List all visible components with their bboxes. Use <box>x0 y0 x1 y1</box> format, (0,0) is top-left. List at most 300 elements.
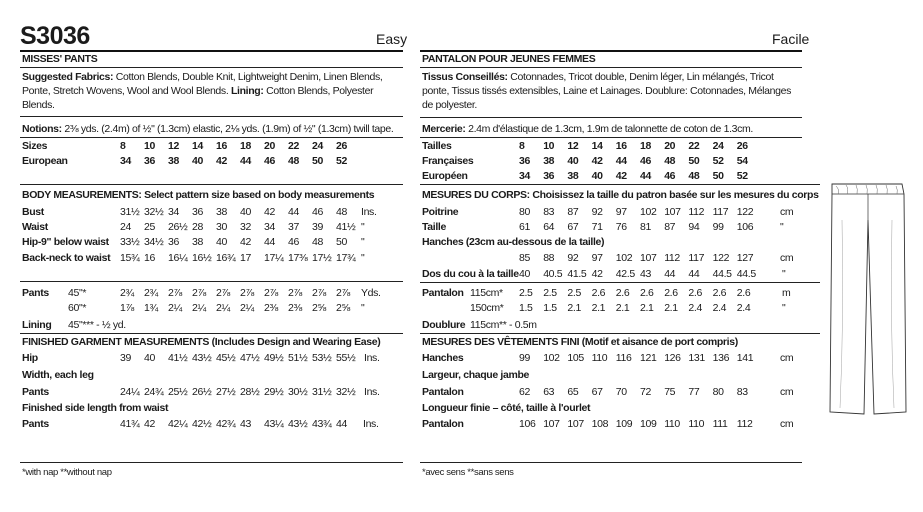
yardage-value: 2.4 <box>736 302 751 314</box>
body-value: 15¾ <box>120 252 140 264</box>
unit: " <box>782 268 786 280</box>
size-value: 42 <box>216 155 227 167</box>
pants-illustration <box>826 180 908 420</box>
yardage-value: 2.6 <box>591 287 606 299</box>
body-value: 38 <box>216 206 227 218</box>
size-value: 46 <box>264 155 275 167</box>
size-value: 14 <box>591 140 603 152</box>
footnote: *with nap **without nap <box>22 467 112 478</box>
finished-value: 110 <box>688 418 705 430</box>
size-value: 36 <box>519 155 530 167</box>
body-value: 94 <box>688 221 700 233</box>
unit: cm <box>780 352 794 364</box>
notions-label: Mercerie: <box>422 123 466 135</box>
yardage-value: 2⅞ <box>216 287 230 299</box>
finished-value: 25½ <box>168 386 188 398</box>
body-row-label: Back-neck to waist <box>22 252 111 264</box>
yardage-pants-label: Pants <box>22 287 49 299</box>
yardage-value: 2¼ <box>192 302 206 314</box>
yardage-value: 2.1 <box>591 302 606 314</box>
finished-value: 75 <box>664 386 676 398</box>
body-value: 64 <box>543 221 555 233</box>
finished-value: 110 <box>591 352 608 364</box>
rule <box>420 462 802 463</box>
size-row-label: Sizes <box>22 140 48 152</box>
yardage-value: 2.4 <box>688 302 702 314</box>
body-value: 34 <box>264 221 275 233</box>
body-value: 92 <box>567 252 579 264</box>
yardage-value: 2⅜ <box>288 302 302 314</box>
size-value: 52 <box>336 155 347 167</box>
fabric-width: 150cm* <box>470 302 504 314</box>
yardage-value: 2.6 <box>688 287 702 299</box>
unit: Ins. <box>363 418 379 430</box>
body-value: 97 <box>615 206 627 218</box>
yardage-value: 2⅝ <box>312 302 326 314</box>
size-row-label: Tailles <box>422 140 452 152</box>
unit: " <box>780 221 784 233</box>
finished-subheading: Width, each leg <box>22 369 94 381</box>
body-value: 16¼ <box>168 252 188 264</box>
body-value: 122 <box>736 206 754 218</box>
finished-value: 28½ <box>240 386 260 398</box>
body-value: 44 <box>664 268 676 280</box>
footnote: *avec sens **sans sens <box>422 467 514 478</box>
finished-value: 107 <box>543 418 560 430</box>
notions-text: 2⅜ yds. (2.4m) of ½" (1.3cm) elastic, 2⅛ yds. (1.9m) of ½" (1.3cm) twill tape. <box>64 123 394 135</box>
difficulty-en: Easy <box>376 31 408 47</box>
finished-value: 41½ <box>168 352 188 364</box>
body-value: 17¼ <box>264 252 284 264</box>
finished-row-label: Hip <box>22 352 38 364</box>
body-value: 34 <box>168 206 179 218</box>
body-value: 40 <box>240 206 251 218</box>
size-value: 22 <box>288 140 299 152</box>
body-value: 17¾ <box>336 252 356 264</box>
difficulty-fr: Facile <box>772 31 810 47</box>
finished-value: 29½ <box>264 386 284 398</box>
unit: Ins. <box>364 386 380 398</box>
body-value: 42.5 <box>615 268 635 280</box>
finished-value: 24¾ <box>144 386 164 398</box>
yardage-value: 2.5 <box>543 287 557 299</box>
body-value: 44 <box>264 236 275 248</box>
unit: cm <box>780 252 794 264</box>
unit: Yds. <box>361 287 381 299</box>
yardage-value: 2.1 <box>664 302 678 314</box>
body-value: 41½ <box>336 221 356 233</box>
yardage-value: 2⅞ <box>312 287 326 299</box>
yardage-value: 2.1 <box>567 302 581 314</box>
unit: Ins. <box>364 352 380 364</box>
unit: " <box>361 302 365 314</box>
body-row-label: Waist <box>22 221 48 233</box>
finished-value: 42½ <box>192 418 212 430</box>
yardage-value: 2.1 <box>615 302 630 314</box>
body-value: 67 <box>567 221 579 233</box>
fabrics-label: Suggested Fabrics: <box>22 71 114 83</box>
rule-fr-top <box>420 50 802 52</box>
finished-value: 41¾ <box>120 418 140 430</box>
body-row-label: Taille <box>422 221 446 233</box>
yardage-value: 2.6 <box>712 287 727 299</box>
finished-value: 44 <box>336 418 347 430</box>
finished-value: 43¼ <box>264 418 284 430</box>
rule <box>20 67 403 68</box>
unit: cm <box>780 418 794 430</box>
body-measurements-title: MESURES DU CORPS: Choisissez la taille du patron basée sur les mesures du corps <box>422 189 819 201</box>
finished-value: 45½ <box>216 352 236 364</box>
body-value: 102 <box>640 206 657 218</box>
body-value: 42 <box>591 268 603 280</box>
yardage-value: 2⅜ <box>264 302 278 314</box>
rule <box>420 184 820 185</box>
yardage-value: 2⅞ <box>240 287 254 299</box>
finished-value: 47½ <box>240 352 260 364</box>
finished-value: 30½ <box>288 386 308 398</box>
yardage-value: 1⅞ <box>120 302 134 314</box>
body-value: 61 <box>519 221 530 233</box>
unit: " <box>361 221 365 233</box>
size-value: 8 <box>120 140 126 152</box>
finished-value: 55½ <box>336 352 356 364</box>
finished-subheading: Longueur finie – côté, taille à l'ourlet <box>422 402 591 414</box>
finished-value: 80 <box>712 386 724 398</box>
unit: cm <box>780 386 794 398</box>
unit: " <box>361 252 365 264</box>
body-value: 40 <box>519 268 530 280</box>
body-value: 26½ <box>168 221 188 233</box>
finished-value: 106 <box>519 418 536 430</box>
body-value: 85 <box>519 252 530 264</box>
body-value: 37 <box>288 221 299 233</box>
size-value: 34 <box>120 155 131 167</box>
pattern-number: S3036 <box>20 22 90 50</box>
body-value: 48 <box>336 206 347 218</box>
body-value: 36 <box>168 236 179 248</box>
yardage-lining-label: Lining <box>22 319 52 331</box>
body-value: 112 <box>688 206 705 218</box>
size-value: 12 <box>567 140 579 152</box>
yardage-value: 2⅞ <box>336 287 350 299</box>
finished-value: 24¼ <box>120 386 140 398</box>
size-value: 14 <box>192 140 203 152</box>
rule <box>420 282 820 283</box>
yardage-value: 2.6 <box>736 287 751 299</box>
finished-value: 65 <box>567 386 579 398</box>
size-value: 40 <box>567 155 579 167</box>
body-value: 83 <box>543 206 555 218</box>
yardage-value: 2¼ <box>240 302 254 314</box>
yardage-lining-label: Doublure <box>422 319 466 331</box>
finished-value: 108 <box>591 418 609 430</box>
body-value: 42 <box>240 236 251 248</box>
body-value: 71 <box>591 221 603 233</box>
size-value: 52 <box>712 155 724 167</box>
body-value: 16¾ <box>216 252 236 264</box>
size-value: 38 <box>567 170 579 182</box>
section-title: MISSES' PANTS <box>22 53 98 65</box>
body-value: 44.5 <box>736 268 756 280</box>
body-value: 31½ <box>120 206 140 218</box>
size-value: 36 <box>543 170 555 182</box>
size-value: 48 <box>688 170 700 182</box>
size-value: 52 <box>736 170 748 182</box>
finished-value: 42¼ <box>168 418 188 430</box>
yardage-value: 2¾ <box>120 287 134 299</box>
lining-fabric-label: Lining: <box>230 85 264 97</box>
size-value: 44 <box>615 155 627 167</box>
rule <box>20 462 403 463</box>
finished-value: 51½ <box>288 352 308 364</box>
finished-value: 141 <box>736 352 754 364</box>
unit: m <box>782 287 791 299</box>
finished-row-label: Pants <box>22 418 49 430</box>
body-value: 25 <box>144 221 155 233</box>
fabric-width: 60"* <box>68 302 87 314</box>
lining-fabric-text: Cotton Blends, Polyester Blends. <box>22 85 374 111</box>
size-value: 16 <box>615 140 627 152</box>
body-value: 42 <box>264 206 275 218</box>
body-row-label: Hip-9" below waist <box>22 236 109 248</box>
rule <box>420 67 802 68</box>
body-value: 44.5 <box>712 268 732 280</box>
body-value: 76 <box>615 221 627 233</box>
size-value: 38 <box>543 155 555 167</box>
finished-value: 105 <box>567 352 584 364</box>
body-value: 50 <box>336 236 347 248</box>
size-value: 24 <box>712 140 724 152</box>
size-value: 42 <box>615 170 627 182</box>
rule-en-top <box>20 50 403 52</box>
fabric-width: 45"* <box>68 287 87 299</box>
body-row-label: Hanches (23cm au-dessous de la taille) <box>422 236 605 248</box>
rule <box>20 184 403 185</box>
yardage-value: 2.5 <box>567 287 581 299</box>
finished-value: 109 <box>640 418 657 430</box>
finished-value: 40 <box>144 352 155 364</box>
body-value: 34½ <box>144 236 164 248</box>
size-value: 22 <box>688 140 700 152</box>
finished-measurements-title: FINISHED GARMENT MEASUREMENTS (Includes Design and Wearing Ease) <box>22 336 381 348</box>
rule <box>20 137 403 138</box>
finished-value: 121 <box>640 352 657 364</box>
yardage-value: 2⅞ <box>288 287 302 299</box>
finished-value: 110 <box>664 418 680 430</box>
body-value: 92 <box>591 206 603 218</box>
size-value: 10 <box>543 140 555 152</box>
finished-value: 131 <box>688 352 705 364</box>
size-value: 18 <box>640 140 651 152</box>
notions-paragraph <box>422 122 802 136</box>
body-value: 117 <box>712 206 729 218</box>
rule <box>20 333 403 334</box>
body-value: 117 <box>688 252 705 264</box>
size-value: 50 <box>312 155 323 167</box>
body-value: 39 <box>312 221 323 233</box>
fabrics-text: Cotonnades, Tricot double, Denim léger, Lin mélangés, Tricot ponte, Tissus tissés extensibles, Laine et Lainages. Doublure: Cotonnades, Mélanges de polyester. <box>422 71 792 111</box>
size-value: 38 <box>168 155 179 167</box>
size-value: 20 <box>664 140 676 152</box>
finished-value: 70 <box>615 386 627 398</box>
body-value: 40 <box>216 236 227 248</box>
finished-value: 112 <box>736 418 753 430</box>
body-value: 87 <box>664 221 676 233</box>
finished-value: 42 <box>144 418 155 430</box>
body-value: 80 <box>519 206 530 218</box>
size-value: 12 <box>168 140 179 152</box>
body-value: 28 <box>192 221 203 233</box>
size-row-label: European <box>22 155 68 167</box>
finished-value: 43½ <box>288 418 308 430</box>
size-value: 46 <box>664 170 676 182</box>
yardage-value: 2.6 <box>664 287 678 299</box>
finished-row-label: Pantalon <box>422 418 464 430</box>
size-row-label: Françaises <box>422 155 474 167</box>
body-value: 17½ <box>312 252 332 264</box>
size-value: 40 <box>192 155 203 167</box>
body-value: 127 <box>736 252 754 264</box>
body-value: 87 <box>567 206 579 218</box>
finished-value: 109 <box>615 418 633 430</box>
size-value: 26 <box>336 140 347 152</box>
finished-value: 32½ <box>336 386 356 398</box>
finished-value: 116 <box>615 352 632 364</box>
yardage-value: 2.1 <box>640 302 654 314</box>
size-value: 50 <box>712 170 724 182</box>
finished-subheading: Finished side length from waist <box>22 402 169 414</box>
fabrics-text: Cotton Blends, Double Knit, Lightweight Denim, Linen Blends, Ponte, Stretch Wovens, Wool and Wool Blends. <box>22 71 383 97</box>
body-value: 44 <box>288 206 299 218</box>
body-value: 16½ <box>192 252 212 264</box>
size-value: 20 <box>264 140 275 152</box>
body-value: 88 <box>543 252 555 264</box>
body-value: 24 <box>120 221 131 233</box>
finished-value: 43¾ <box>312 418 332 430</box>
notions-paragraph <box>22 122 406 136</box>
body-value: 43 <box>640 268 651 280</box>
body-value: 44 <box>688 268 700 280</box>
unit: " <box>361 236 365 248</box>
size-value: 44 <box>240 155 251 167</box>
body-value: 106 <box>736 221 754 233</box>
unit: " <box>782 302 786 314</box>
size-value: 44 <box>640 170 651 182</box>
section-title: PANTALON POUR JEUNES FEMMES <box>422 53 596 65</box>
finished-value: 102 <box>543 352 560 364</box>
rule <box>420 117 802 118</box>
body-value: 32 <box>240 221 251 233</box>
finished-value: 26½ <box>192 386 212 398</box>
size-value: 24 <box>312 140 323 152</box>
finished-value: 67 <box>591 386 603 398</box>
finished-value: 111 <box>712 418 728 430</box>
body-value: 46 <box>312 206 323 218</box>
finished-value: 43 <box>240 418 251 430</box>
yardage-value: 1.5 <box>543 302 557 314</box>
body-value: 99 <box>712 221 724 233</box>
body-value: 32½ <box>144 206 164 218</box>
size-value: 46 <box>640 155 651 167</box>
finished-row-label: Hanches <box>422 352 464 364</box>
yardage-value: 2¾ <box>144 287 158 299</box>
finished-subheading: Largeur, chaque jambe <box>422 369 530 381</box>
finished-value: 62 <box>519 386 530 398</box>
body-value: 107 <box>640 252 657 264</box>
finished-value: 77 <box>688 386 700 398</box>
size-value: 8 <box>519 140 525 152</box>
yardage-value: 1.5 <box>519 302 533 314</box>
body-value: 16 <box>144 252 155 264</box>
rule <box>20 281 403 282</box>
finished-row-label: Pantalon <box>422 386 464 398</box>
finished-value: 42¾ <box>216 418 236 430</box>
rule <box>20 116 403 117</box>
finished-value: 39 <box>120 352 131 364</box>
finished-value: 31½ <box>312 386 332 398</box>
size-value: 42 <box>591 155 603 167</box>
finished-value: 27½ <box>216 386 236 398</box>
finished-value: 63 <box>543 386 555 398</box>
yardage-value: 2.5 <box>519 287 533 299</box>
fabrics-paragraph <box>422 70 802 112</box>
body-value: 17⅜ <box>288 252 308 264</box>
body-value: 46 <box>288 236 299 248</box>
body-row-label: Dos du cou à la taille <box>422 268 519 280</box>
yardage-value: 2.4 <box>712 302 727 314</box>
fabrics-paragraph <box>22 70 406 112</box>
body-value: 38 <box>192 236 203 248</box>
unit: Ins. <box>361 206 377 218</box>
notions-text: 2.4m d'élastique de 1.3cm, 1.9m de talonnette de coton de 1.3cm. <box>468 123 754 135</box>
finished-value: 43½ <box>192 352 212 364</box>
yardage-value: 2¼ <box>168 302 182 314</box>
body-value: 97 <box>591 252 603 264</box>
size-value: 34 <box>519 170 530 182</box>
size-value: 26 <box>736 140 748 152</box>
body-value: 112 <box>664 252 680 264</box>
rule <box>420 137 802 138</box>
finished-value: 136 <box>712 352 730 364</box>
yardage-value: 2⅞ <box>192 287 206 299</box>
yardage-pants-label: Pantalon <box>422 287 464 299</box>
yardage-value: 2.6 <box>640 287 654 299</box>
yardage-value: 2.6 <box>615 287 630 299</box>
unit: cm <box>780 206 794 218</box>
body-value: 48 <box>312 236 323 248</box>
finished-measurements-title: MESURES DES VÊTEMENTS FINI (Motif et aisance de port compris) <box>422 336 738 348</box>
size-row-label: Européen <box>422 170 468 182</box>
size-value: 48 <box>664 155 676 167</box>
body-value: 81 <box>640 221 651 233</box>
body-measurements-title: BODY MEASUREMENTS: Select pattern size based on body measurements <box>22 189 375 201</box>
body-value: 30 <box>216 221 227 233</box>
size-value: 40 <box>591 170 603 182</box>
body-value: 102 <box>615 252 633 264</box>
body-row-label: Poitrine <box>422 206 459 218</box>
body-value: 40.5 <box>543 268 563 280</box>
finished-value: 49½ <box>264 352 284 364</box>
rule <box>420 333 820 334</box>
body-row-label: Bust <box>22 206 44 218</box>
yardage-value: 2¼ <box>216 302 230 314</box>
yardage-value: 2⅞ <box>168 287 182 299</box>
body-value: 17 <box>240 252 251 264</box>
finished-row-label: Pants <box>22 386 49 398</box>
finished-value: 53½ <box>312 352 332 364</box>
finished-value: 107 <box>567 418 584 430</box>
fabrics-label: Tissus Conseillés: <box>422 71 508 83</box>
